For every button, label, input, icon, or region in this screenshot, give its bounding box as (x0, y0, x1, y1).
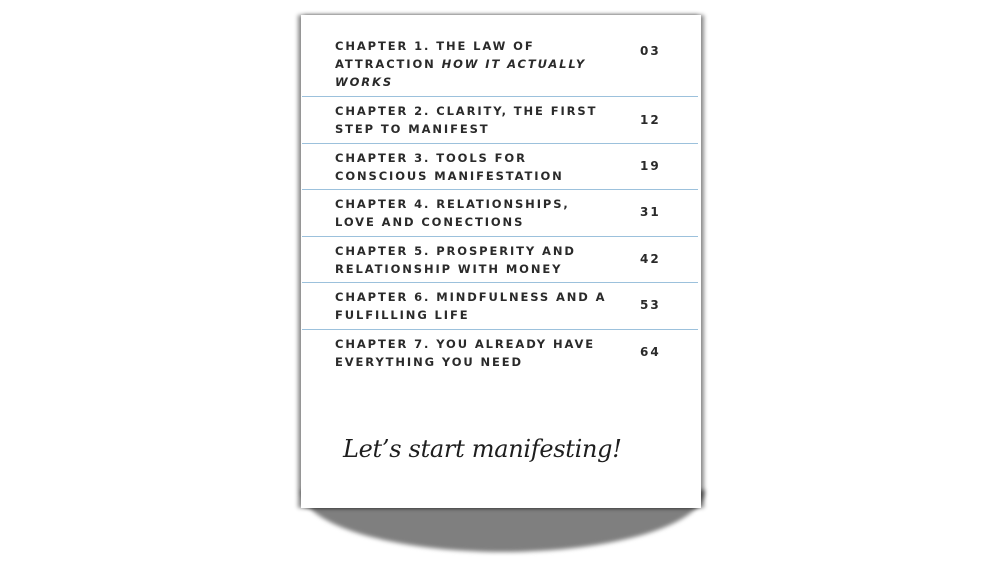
toc-entry-page-number: 31 (640, 205, 661, 219)
toc-entry-page-number: 03 (640, 44, 661, 58)
toc-entry-chapter-2[interactable] (302, 97, 698, 144)
toc-entry-page-number: 53 (640, 298, 661, 312)
toc-entry-chapter-3[interactable] (302, 144, 698, 190)
toc-entry-title: CHAPTER 3. TOOLS FOR CONSCIOUS MANIFESTATION (335, 151, 564, 183)
toc-entry-title: CHAPTER 2. CLARITY, THE FIRST STEP TO MANIFEST (335, 104, 598, 136)
toc-entry-title: CHAPTER 7. YOU ALREADY HAVE EVERYTHING YOU NEED (335, 337, 596, 369)
toc-entry-subtitle: HOW IT ACTUALLY WORKS (335, 57, 587, 89)
toc-entry-chapter-1[interactable] (302, 35, 698, 97)
toc-entry-chapter-5[interactable] (302, 237, 698, 283)
toc-entry-chapter-7[interactable] (302, 330, 698, 376)
toc-entry-page-number: 12 (640, 113, 661, 127)
table-of-contents (302, 35, 698, 376)
toc-entry-page-number: 19 (640, 159, 661, 173)
document-page (301, 15, 701, 508)
toc-entry-page-number: 42 (640, 252, 661, 266)
toc-entry-title: CHAPTER 6. MINDFULNESS AND A FULFILLING LIFE (335, 290, 607, 322)
toc-entry-title: CHAPTER 5. PROSPERITY AND RELATIONSHIP WITH MONEY (335, 244, 576, 276)
toc-entry-title: CHAPTER 1. THE LAW OF ATTRACTION HOW IT ACTUALLY WORKS (335, 39, 587, 89)
toc-entry-page-number: 64 (640, 345, 661, 359)
toc-entry-title: CHAPTER 4. RELATIONSHIPS, LOVE AND CONECTIONS (335, 197, 570, 229)
closing-tagline: Let’s start manifesting! (343, 435, 622, 463)
toc-entry-chapter-6[interactable] (302, 283, 698, 330)
toc-entry-chapter-4[interactable] (302, 190, 698, 237)
